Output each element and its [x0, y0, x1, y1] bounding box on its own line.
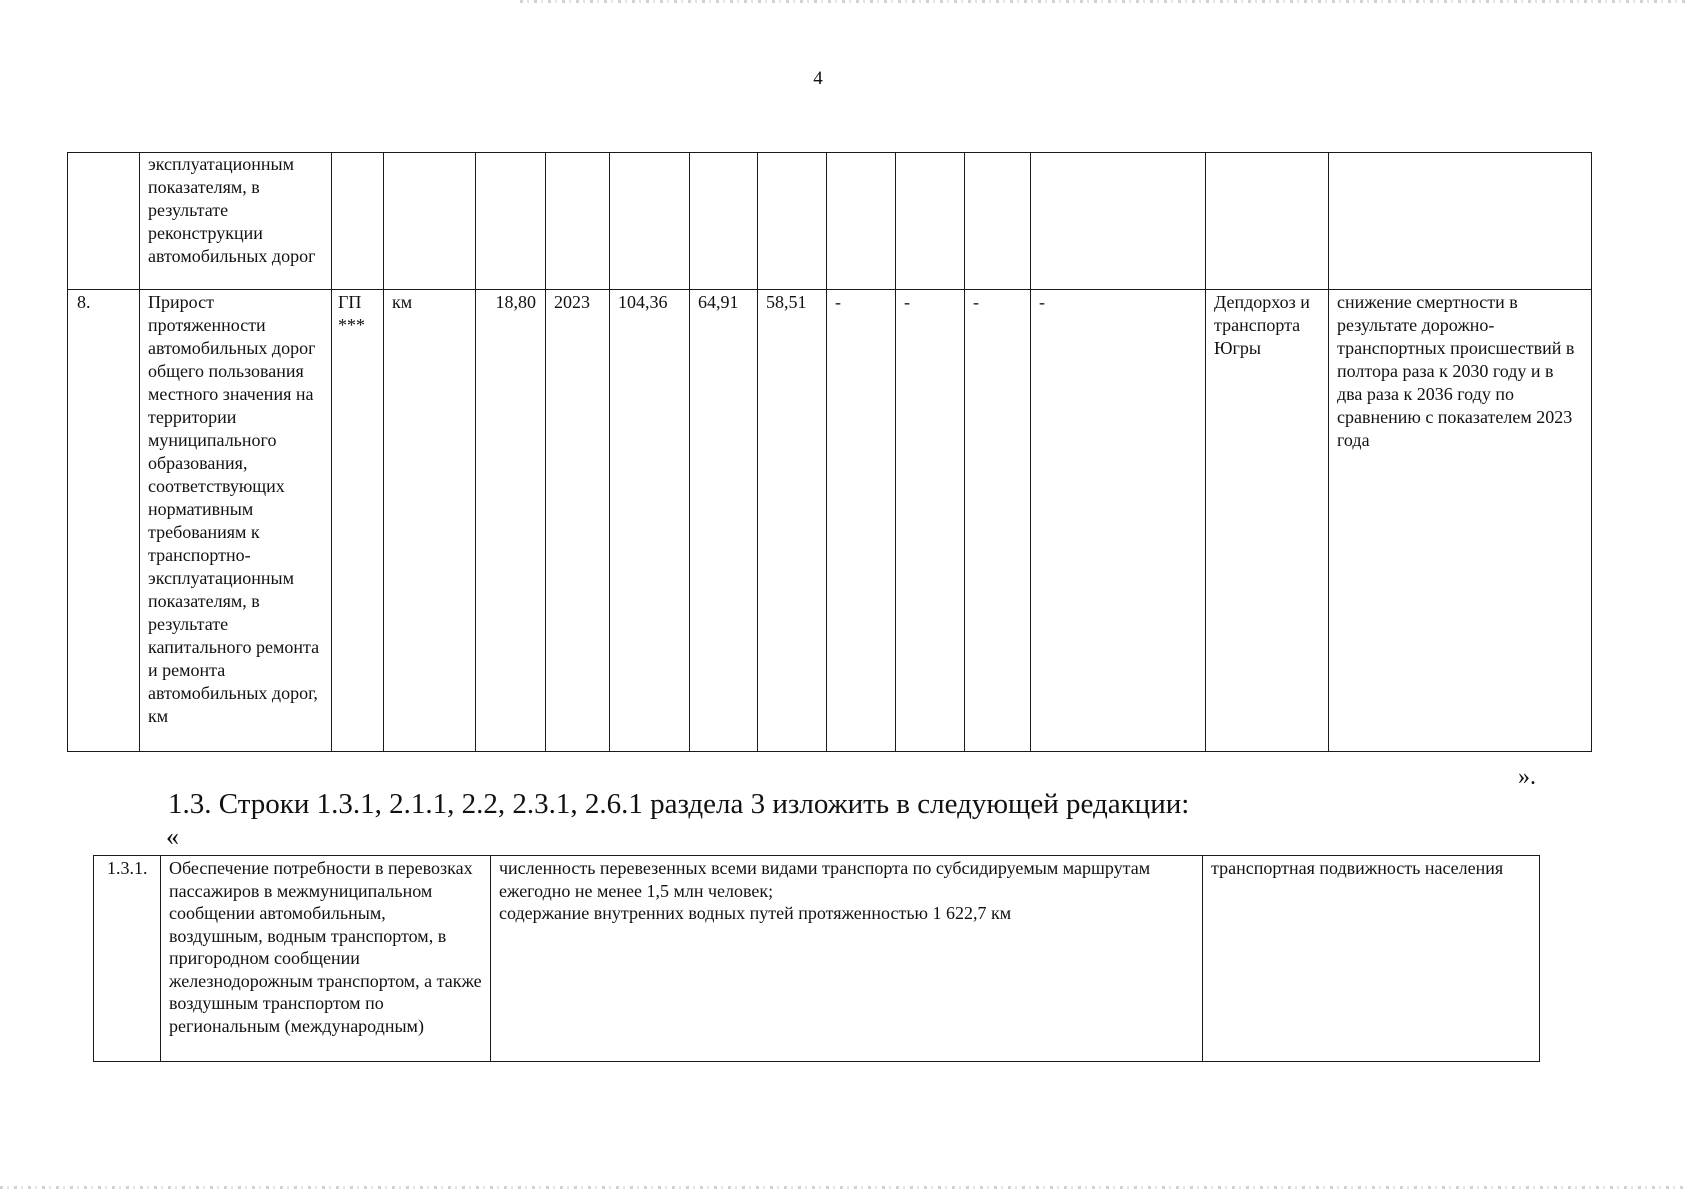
cell-num — [68, 153, 140, 290]
cell-unit: км — [384, 290, 476, 752]
cell-goal: снижение смертности в результате дорожно-транспортных происшествий в полтора раза к 2030 году и в два раза к 2036 году по сравнению с показателем 2023 года — [1329, 290, 1592, 752]
scan-edge-top — [520, 0, 1686, 3]
effect-line-2: содержание внутренних водных путей протяженностью 1 622,7 км — [499, 903, 1012, 923]
cell-responsible: Депдорхоз и транспорта Югры — [1206, 290, 1329, 752]
cell-indicator: транспортная подвижность населения — [1203, 856, 1540, 1062]
closing-quote: ». — [1518, 764, 1536, 790]
opening-quote: « — [166, 822, 179, 851]
cell-task: Обеспечение потребности в перевозках пассажиров в межмуниципальном сообщении автомобильным, воздушным, водным транспортом, в пригородном сообщении железнодорожным транспортом, а также воздушным транспортом по региональным (международным) — [161, 856, 491, 1062]
cell-indicator-name: эксплуатационным показателям, в результате реконструкции автомобильных дорог — [140, 153, 332, 290]
effect-line-1: численность перевезенных всеми видами транспорта по субсидируемым маршрутам ежегодно не менее 1,5 млн человек; — [499, 858, 1151, 901]
page-number: 4 — [813, 68, 823, 89]
cell-value-2: 64,91 — [690, 290, 758, 752]
cell-base-value: 18,80 — [476, 290, 546, 752]
cell-num: 8. — [68, 290, 140, 752]
cell-value-6: - — [965, 290, 1031, 752]
table-row-continuation — [68, 153, 1592, 290]
indicators-table — [67, 152, 1592, 752]
cell-indicator-name: Прирост протяженности автомобильных дорог общего пользования местного значения на территории муниципального образования, соответствующих нормативным требованиям к транспортно-эксплуатационным показателям, в результате капитального ремонта и ремонта автомобильных дорог, км — [140, 290, 332, 752]
amendment-heading: 1.3. Строки 1.3.1, 2.1.1, 2.2, 2.3.1, 2.6.1 раздела 3 изложить в следующей редакции: — [168, 788, 1190, 820]
table-row-8 — [68, 290, 1592, 752]
cell-value-4: - — [827, 290, 896, 752]
cell-level: ГП *** — [332, 290, 384, 752]
cell-num: 1.3.1. — [94, 856, 161, 1062]
cell-value-3: 58,51 — [758, 290, 827, 752]
table-row-1-3-1 — [94, 856, 1540, 1062]
scan-edge-bottom — [0, 1186, 1686, 1189]
cell-value-5: - — [896, 290, 965, 752]
cell-base-year: 2023 — [546, 290, 610, 752]
cell-value-7: - — [1031, 290, 1206, 752]
cell-value-1: 104,36 — [610, 290, 690, 752]
tasks-table — [93, 855, 1540, 1062]
cell-effects — [491, 856, 1203, 1062]
